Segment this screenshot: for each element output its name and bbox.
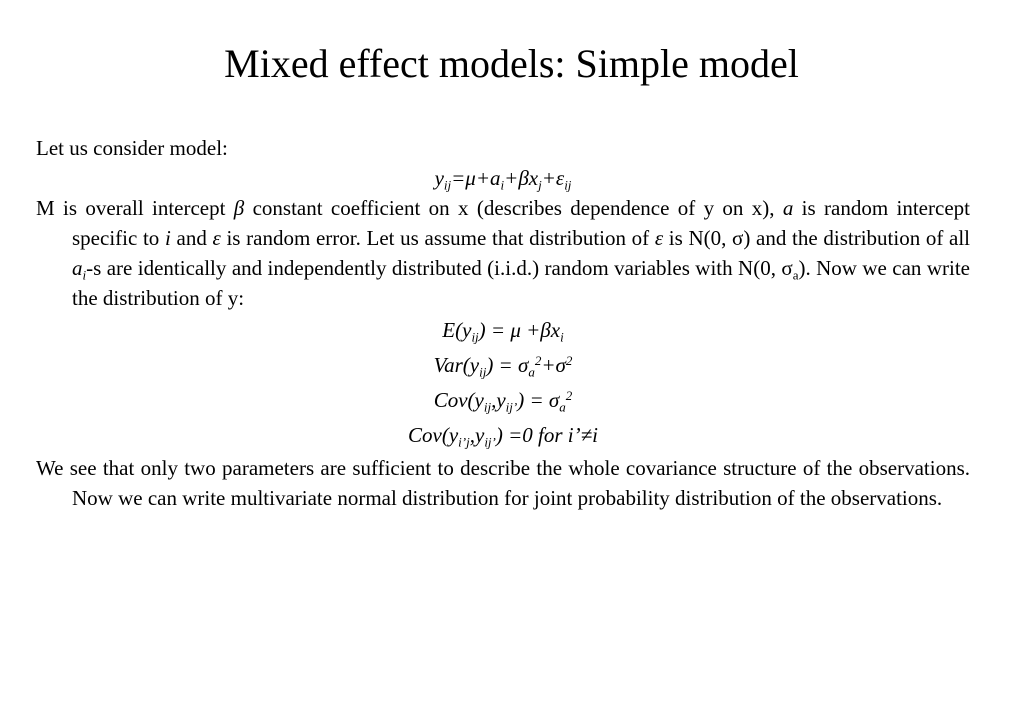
model-equation: $y_{ij}=\mu+a_i+\beta x_j+\varepsilon_{ij}$ xyxy=(434,166,572,193)
conclusion-paragraph: We see that only two parameters are sufficient to describe the whole covariance structure of the observations. Now we can write multivariate normal distribution for joint probability distribution of the observations. xyxy=(36,456,970,510)
covariance-zero-equation: $Cov(y_{i’j},y_{ij’}) =0$ for i’≠i xyxy=(408,423,598,450)
model-description-paragraph: M is overall intercept β constant coefficient on x (describes dependence of y on x), a is random intercept specific to i and ε is random error. Let us assume that distribution of ε is N(0, σ) and the distribution of all $a_i-s$ are identically and independently distributed (i.i.d.) random variables with N(0, $\sigma_a$). Now we can write the distribution of y: xyxy=(36,196,971,310)
expectation-equation: $E(y_{ij}) = \mu +\beta x_i$ xyxy=(442,318,564,345)
slide-body xyxy=(36,133,970,513)
variance-equation: $Var(y_{ij}) = \sigma_a^2+\sigma^2$ xyxy=(433,352,573,380)
intro-text: Let us consider model: xyxy=(36,136,228,160)
slide-title: Mixed effect models: Simple model xyxy=(224,41,799,86)
covariance-equation: $Cov(y_{ij},y_{ij’}) = \sigma_a^2$ xyxy=(433,387,573,415)
